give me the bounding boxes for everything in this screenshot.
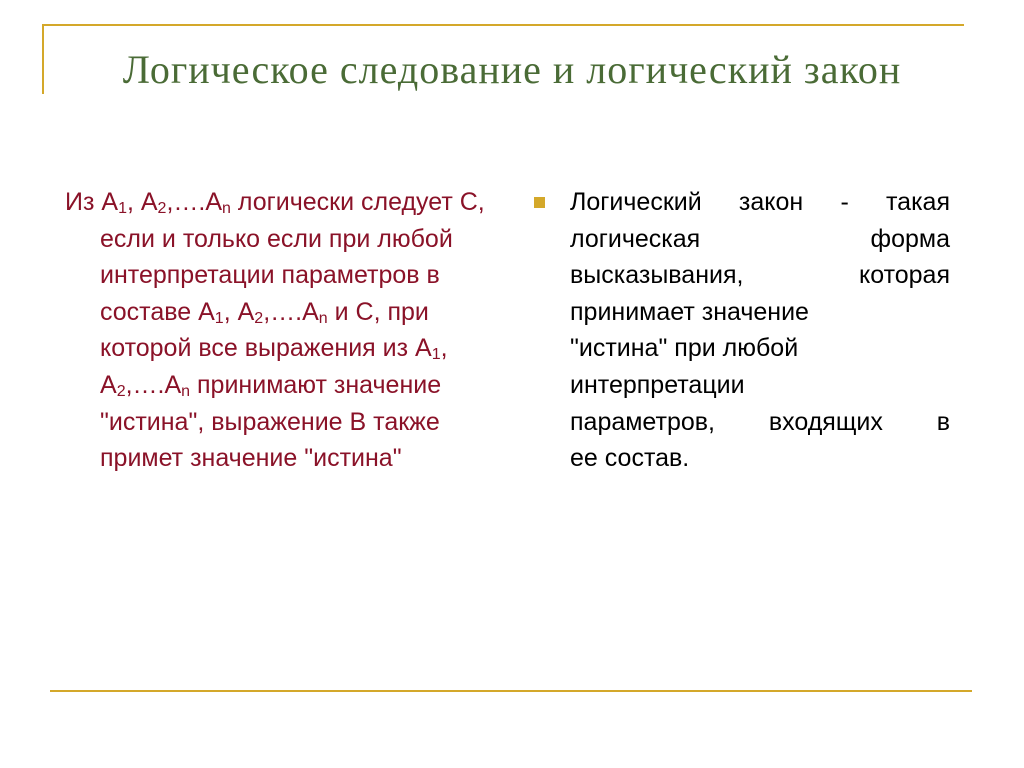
bullet-text-line: интерпретации	[570, 370, 745, 399]
bottom-border-line	[50, 690, 972, 692]
left-text-block	[65, 184, 485, 477]
bullet-item	[530, 184, 950, 477]
bullet-text-line: принимает значение	[570, 297, 809, 326]
bullet-text-line: Логический закон - такая	[570, 188, 950, 216]
bullet-text-line: "истина" при любой	[570, 334, 799, 363]
definition-paragraph: Из $А_1$, $А_2,\dots.А_n$ логически следует С, если и только если при любой интерпретации параметров в составе $А_1$, $А_2,\dots.А_n$ и С, при которой все выражения из $А_1$, $А_2,\dots.А_n$ принимают значение "истина", выражение В также примет значение "истина"	[65, 188, 485, 473]
top-border-line	[44, 24, 964, 26]
bullet-text-line: высказывания, которая	[570, 261, 950, 290]
right-text-block	[530, 184, 950, 477]
left-border-line	[42, 24, 44, 94]
bullet-text-line: ее состав.	[570, 444, 690, 473]
bullet-text-line: логическая форма	[570, 224, 950, 253]
square-bullet-icon	[534, 197, 545, 208]
slide-title: Логическое следование и логический закон	[122, 47, 902, 92]
bullet-text-line: параметров, входящих в	[570, 407, 950, 436]
